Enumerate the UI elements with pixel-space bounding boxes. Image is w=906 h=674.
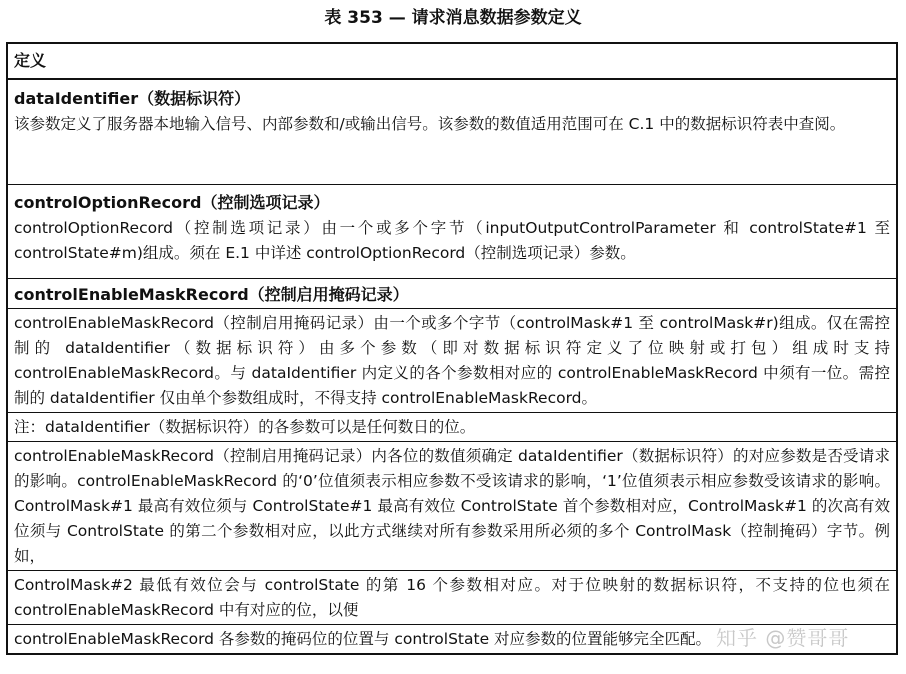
row-paragraph: controlEnableMaskRecord（控制启用掩码记录）内各位的数值须确定 dataIdentifier（数据标识符）的对应参数是否受请求的影响。controlEnableMaskRecord 的‘0’位值须表示相应参数不受该请求的影响，‘1’位值须表示相应参数受该请求的影响。ControlMask#1 最高有效位须与 ControlState#1 最高有效位 ControlState 首个参数相对应，ControlMask#1 的次高有效位须与 ControlState 的第二个参数相对应，以此方式继续对所有参数采用所必须的多个 ControlMask（控制掩码）字节。例如， <box>8 441 896 570</box>
row-paragraph: ControlMask#2 最低有效位会与 controlState 的第 16 个参数相对应。对于位映射的数据标识符，不支持的位也须在 controlEnableMaskRecord 中有对应的位，以便 <box>8 570 896 624</box>
table-header: 定义 <box>8 44 896 80</box>
row-note: 注：dataIdentifier（数据标识符）的各参数可以是任何数日的位。 <box>8 412 896 441</box>
watermark: 知乎 @赞哥哥 <box>716 626 850 650</box>
table-row-data-identifier <box>8 86 896 185</box>
row-text: 该参数定义了服务器本地输入信号、内部参数和/或输出信号。该参数的数值适用范围可在 C.1 中的数据标识符表中查阅。 <box>14 115 846 133</box>
definition-table <box>6 42 898 655</box>
row-title: dataIdentifier（数据标识符） <box>14 89 251 108</box>
row-text: controlOptionRecord（控制选项记录）由一个或多个字节（inputOutputControlParameter 和 controlState#1 至 controlState#m)组成。须在 E.1 中详述 controlOptionRecord（控制选项记录）参数。 <box>14 219 890 262</box>
table-caption: 表 353 — 请求消息数据参数定义 <box>324 8 582 28</box>
row-paragraph: controlEnableMaskRecord 各参数的掩码位的位置与 controlState 对应参数的位置能够完全匹配。 <box>8 624 896 653</box>
row-title: controlOptionRecord（控制选项记录） <box>14 193 330 212</box>
row-title: controlEnableMaskRecord（控制启用掩码记录） <box>14 285 409 304</box>
row-paragraph: controlEnableMaskRecord（控制启用掩码记录）由一个或多个字节（controlMask#1 至 controlMask#r)组成。仅在需控制的 dataIdentifier（数据标识符）由多个参数（即对数据标识符定义了位映射或打包）组成时支持 controlEnableMaskRecord。与 dataIdentifier 内定义的各个参数相对应的 controlEnableMaskRecord 中须有一位。需控制的 dataIdentifier 仅由单个参数组成时，不得支持 controlEnableMaskRecord。 <box>8 308 896 412</box>
table-row-control-enable-mask-record <box>8 282 896 653</box>
table-row-control-option-record <box>8 190 896 279</box>
